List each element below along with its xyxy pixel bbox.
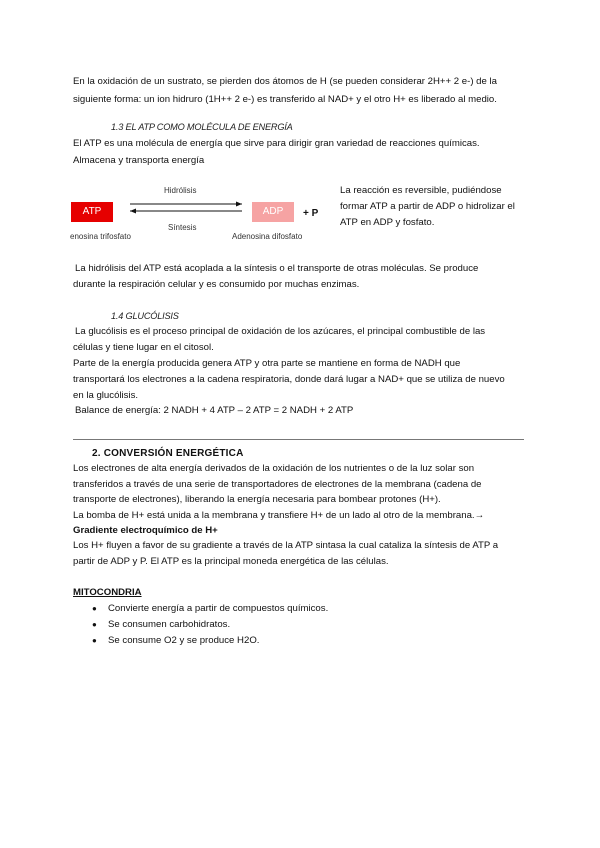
atp-definition-line-1: El ATP es una molécula de energía que sirve para dirigir gran variedad de reacciones químicas. [73, 138, 480, 149]
bullet-icon: ● [92, 636, 97, 645]
glycolysis-line-4: transportará los electrones a la cadena respiratoria, donde dará lugar a NAD+ que se utiliza de nuevo [73, 374, 505, 385]
energy-balance: Balance de energía: 2 NADH + 4 ATP – 2 ATP = 2 NADH + 2 ATP [75, 405, 354, 416]
atp-caption: enosina trifosfato [70, 232, 131, 241]
atp-definition-line-2: Almacena y transporta energía [73, 155, 205, 166]
conversion-line-3: transporte de electrones), liberando la energía necesaria para bombear protones (H+). [73, 494, 441, 505]
section-divider [73, 439, 524, 440]
reversible-text-line-1: La reacción es reversible, pudiéndose [340, 185, 502, 196]
hydrolysis-line-2: durante la respiración celular y es consumido por muchas enzimas. [73, 279, 360, 290]
section-2-heading: 2. CONVERSIÓN ENERGÉTICA [92, 448, 244, 459]
conversion-line-6: Los H+ fluyen a favor de su gradiente a través de la ATP sintasa la cual cataliza la síntesis de ATP a [73, 540, 499, 551]
atp-box: ATP [71, 202, 113, 222]
reaction-arrows [126, 200, 246, 216]
conversion-line-1: Los electrones de alta energía derivados de la oxidación de los nutrientes o de la luz solar son [73, 463, 475, 474]
glycolysis-line-5: en la glucólisis. [73, 390, 139, 401]
intro-paragraph: En la oxidación de un sustrato, se pierden dos átomos de H (se pueden considerar 2H++ 2 e-) de la siguiente forma: un ion hidruro (1H++ 2 e-) es transferido al NAD+ y el otro H+ es liberado al medio. [73, 76, 497, 105]
gradient-label: Gradiente electroquímico de H+ [73, 525, 218, 536]
conversion-line-4: La bomba de H+ está unida a la membrana y transfiere H+ de un lado al otro de la membrana.→ [73, 510, 485, 521]
section-1-3-heading: 1.3 EL ATP COMO MOLÉCULA DE ENERGÍA [111, 122, 293, 132]
synthesis-label: Síntesis [168, 223, 197, 232]
glycolysis-line-2: células y tiene lugar en el citosol. [73, 342, 214, 353]
reversible-text-line-2: formar ATP a partir de ADP o hidrolizar el [340, 201, 515, 212]
list-item-text: Se consumen carbohidratos. [108, 619, 231, 630]
adp-box: ADP [252, 202, 294, 222]
glycolysis-line-3: Parte de la energía producida genera ATP y otra parte se mantiene en forma de NADH que [73, 358, 461, 369]
plus-phosphate: + P [303, 208, 319, 219]
reversible-text-line-3: ATP en ADP y fosfato. [340, 217, 435, 228]
list-item-text: Convierte energía a partir de compuestos químicos. [108, 603, 329, 614]
mitochondria-heading: MITOCONDRIA [73, 587, 142, 598]
hydrolysis-label: Hidrólisis [164, 186, 197, 195]
hydrolysis-line-1: La hidrólisis del ATP está acoplada a la síntesis o el transporte de otras moléculas. Se produce [75, 263, 479, 274]
section-1-4-heading: 1.4 GLUCÓLISIS [111, 311, 179, 321]
glycolysis-line-1: La glucólisis es el proceso principal de oxidación de los azúcares, el principal combustible de las [75, 326, 486, 337]
atp-adp-diagram [68, 180, 336, 244]
bullet-icon: ● [92, 604, 97, 613]
adp-caption: Adenosina difosfato [232, 232, 303, 241]
bullet-icon: ● [92, 620, 97, 629]
list-item-text: Se consume O2 y se produce H2O. [108, 635, 260, 646]
conversion-line-7: partir de ADP y P. El ATP es la principal moneda energética de las células. [73, 556, 389, 567]
conversion-line-2: transferidos a través de una serie de transportadores de electrones de la membrana (cadena de [73, 479, 482, 490]
